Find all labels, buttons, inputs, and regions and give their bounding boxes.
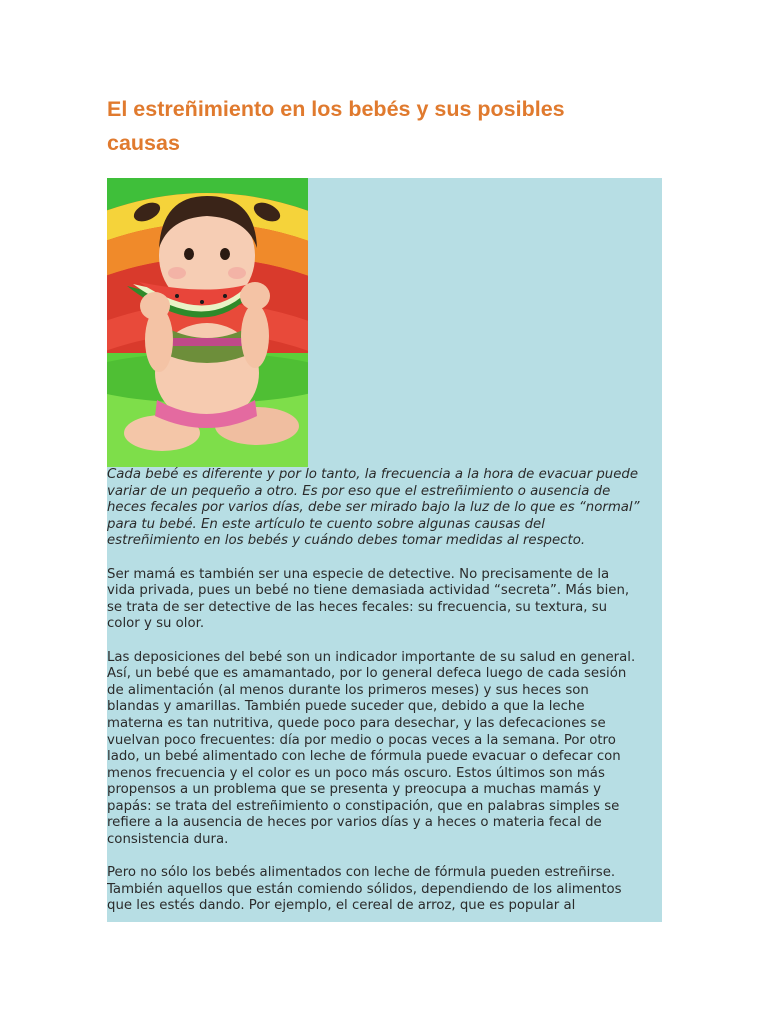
text-line: vida privada, pues un bebé no tiene demasiada actividad “secreta”. Más bien, xyxy=(107,583,630,599)
text-line: consistencia dura. xyxy=(107,832,229,848)
body-paragraph xyxy=(107,650,662,849)
text-line: de alimentación (al menos durante los primeros meses) y sus heces son xyxy=(107,682,589,698)
text-line: Cada bebé es diferente y por lo tanto, la frecuencia a la hora de evacuar puede xyxy=(107,467,639,482)
text-line: papás: se trata del estreñimiento o constipación, que en palabras simples se xyxy=(107,798,620,814)
text-line: vuelvan poco frecuentes: día por medio o pocas veces a la semana. Por otro xyxy=(107,732,616,748)
text-line: variar de un pequeño a otro. Es por eso que el estreñimiento o ausencia de xyxy=(107,483,611,499)
body-paragraph xyxy=(107,865,662,915)
article-text xyxy=(107,467,662,915)
text-line: refiere a la ausencia de heces por varios días y a heces o materia fecal de xyxy=(107,815,602,831)
title-line: El estreñimiento en los bebés y sus posibles xyxy=(107,97,565,121)
text-line: Ser mamá es también ser una especie de detective. No precisamente de la xyxy=(107,566,610,582)
text-line: Las deposiciones del bebé son un indicador importante de su salud en general. xyxy=(107,649,636,665)
article-body xyxy=(107,178,662,922)
text-line: estreñimiento en los bebés y cuándo debes tomar medidas al respecto. xyxy=(107,533,586,549)
text-line: materna es tan nutritiva, quede poco para desechar, y las defecaciones se xyxy=(107,715,606,731)
text-line: menos frecuencia y el color es un poco más oscuro. Estos últimos son más xyxy=(107,765,605,781)
text-line: También aquellos que están comiendo sólidos, dependiendo de los alimentos xyxy=(107,881,622,897)
page-title xyxy=(107,92,667,160)
text-line: heces fecales por varios días, debe ser mirado bajo la luz de lo que es “normal” xyxy=(107,500,640,516)
text-line: propensos a un problema que se presenta y preocupa a muchas mamás y xyxy=(107,782,601,798)
text-line: Así, un bebé que es amamantado, por lo general defeca luego de cada sesión xyxy=(107,666,627,682)
title-line: causas xyxy=(107,131,180,155)
text-line: que les estés dando. Por ejemplo, el cereal de arroz, que es popular al xyxy=(107,898,576,914)
text-line: para tu bebé. En este artículo te cuento sobre algunas causas del xyxy=(107,516,545,532)
text-line: Pero no sólo los bebés alimentados con leche de fórmula pueden estreñirse. xyxy=(107,865,616,881)
baby-eating-watermelon-photo xyxy=(107,178,308,467)
intro-paragraph xyxy=(107,467,662,550)
text-line: blandas y amarillas. También puede suceder que, debido a que la leche xyxy=(107,699,585,715)
body-paragraph xyxy=(107,567,662,633)
text-line: se trata de ser detective de las heces fecales: su frecuencia, su textura, su xyxy=(107,599,608,615)
text-line: color y su olor. xyxy=(107,616,205,632)
text-line: lado, un bebé alimentado con leche de fórmula puede evacuar o defecar con xyxy=(107,749,621,765)
